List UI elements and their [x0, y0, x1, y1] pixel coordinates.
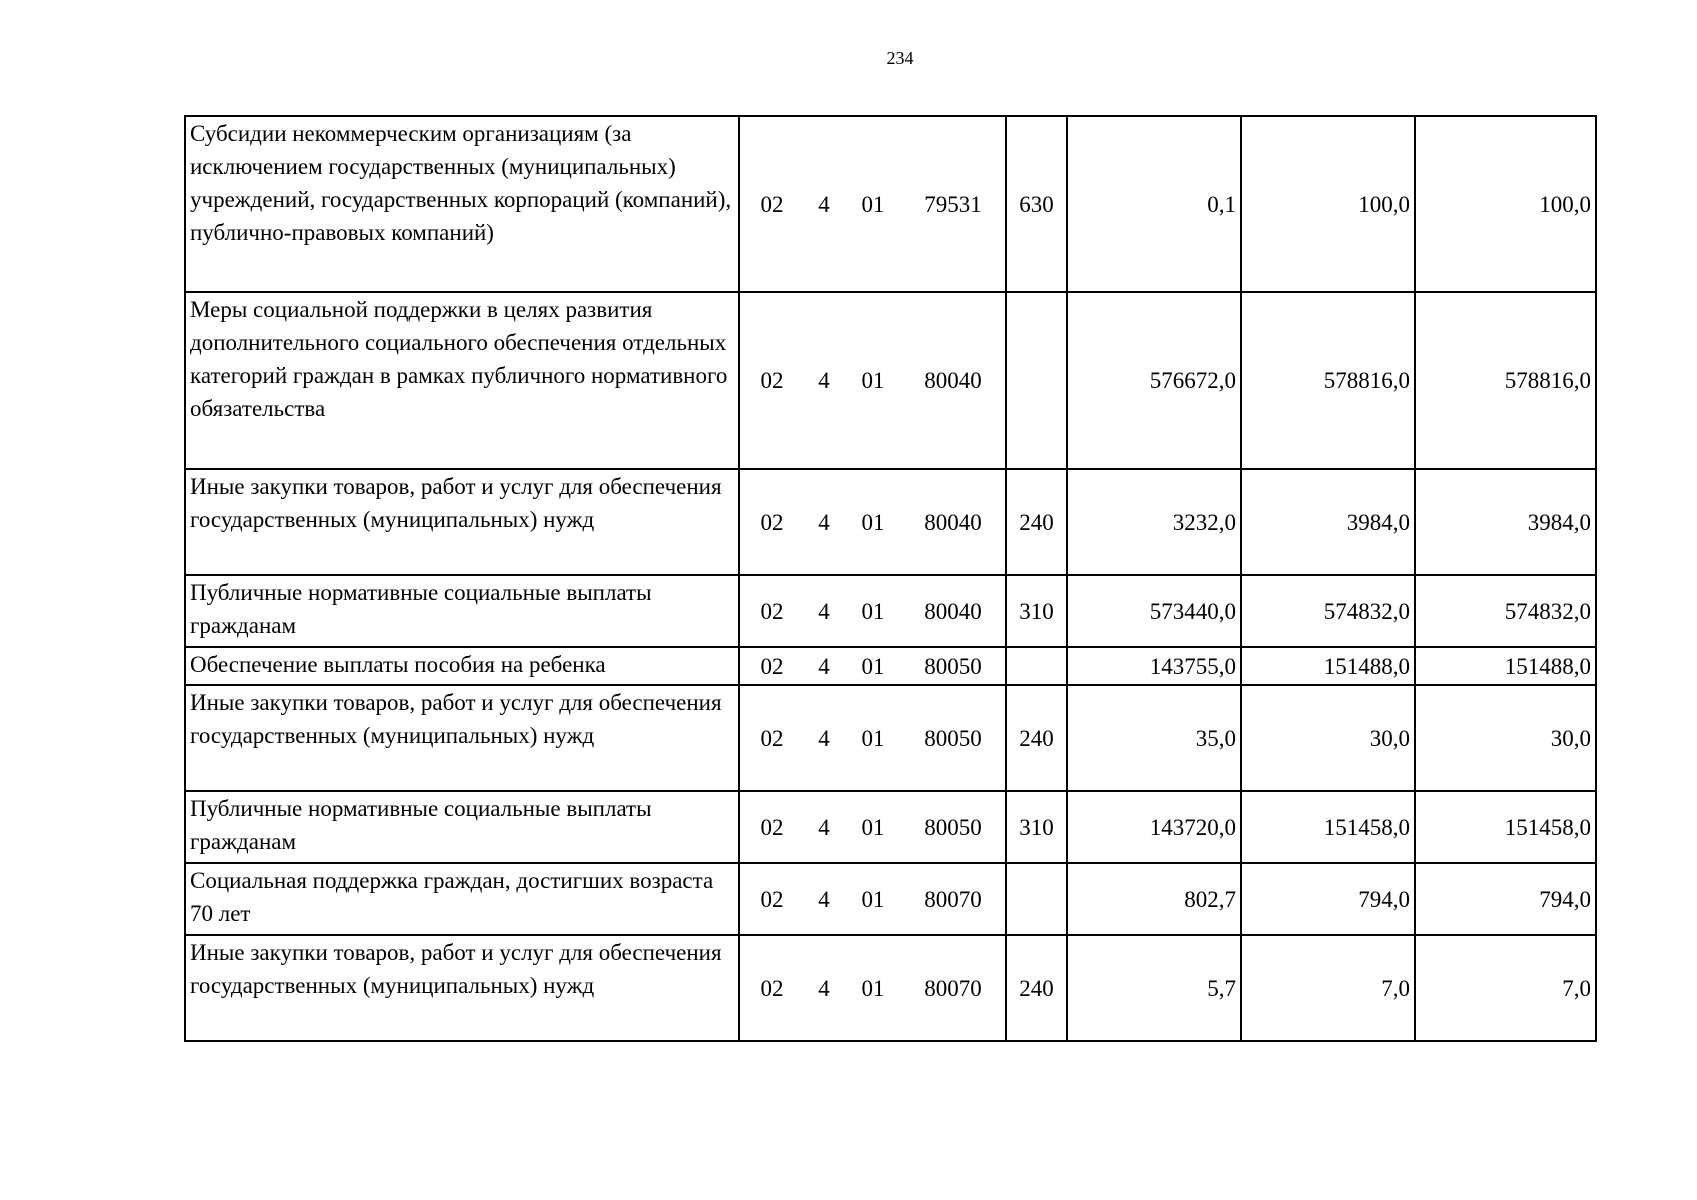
code-subprogram: 4: [818, 509, 830, 535]
row-code: [739, 116, 1006, 292]
row-amount-year1: 143755,0: [1067, 647, 1241, 685]
row-code: [739, 469, 1006, 575]
code-main-event: 01: [861, 886, 885, 912]
table-row: [185, 647, 1596, 685]
row-expense-type: 240: [1006, 935, 1067, 1041]
table-row: [185, 935, 1596, 1041]
code-main-event: 01: [861, 975, 885, 1001]
row-amount-year3: 100,0: [1415, 116, 1596, 292]
code-subprogram: 4: [818, 886, 830, 912]
code-main-event: 01: [861, 653, 885, 679]
row-expense-type: [1006, 863, 1067, 935]
row-description: Иные закупки товаров, работ и услуг для обеспечения государственных (муниципальных) нужд: [185, 685, 739, 791]
row-amount-year1: 0,1: [1067, 116, 1241, 292]
row-amount-year1: 3232,0: [1067, 469, 1241, 575]
row-amount-year3: 30,0: [1415, 685, 1596, 791]
code-subprogram: 4: [818, 975, 830, 1001]
row-amount-year2: 100,0: [1241, 116, 1415, 292]
row-amount-year2: 151488,0: [1241, 647, 1415, 685]
code-program: 02: [760, 191, 784, 217]
row-amount-year3: 151488,0: [1415, 647, 1596, 685]
row-code: [739, 791, 1006, 863]
code-main-event: 01: [861, 725, 885, 751]
code-program: 02: [760, 886, 784, 912]
code-subprogram: 4: [818, 191, 830, 217]
code-program: 02: [760, 368, 784, 393]
code-direction: 79531: [924, 191, 982, 217]
code-main-event: 01: [861, 509, 885, 535]
code-main-event: 01: [861, 368, 885, 393]
code-direction: 80050: [924, 653, 982, 679]
row-expense-type: 310: [1006, 791, 1067, 863]
row-amount-year1: 576672,0: [1067, 292, 1241, 469]
row-description: Публичные нормативные социальные выплаты гражданам: [185, 575, 739, 647]
code-program: 02: [760, 725, 784, 751]
table-row: [185, 116, 1596, 292]
table-row: [185, 685, 1596, 791]
table-row: [185, 863, 1596, 935]
code-direction: 80050: [924, 814, 982, 840]
code-main-event: 01: [861, 814, 885, 840]
row-amount-year3: 7,0: [1415, 935, 1596, 1041]
table-row: [185, 469, 1596, 575]
table-row: [185, 791, 1596, 863]
code-subprogram: 4: [818, 368, 830, 393]
code-program: 02: [760, 598, 784, 624]
row-expense-type: 630: [1006, 116, 1067, 292]
row-description: Публичные нормативные социальные выплаты гражданам: [185, 791, 739, 863]
row-description: Иные закупки товаров, работ и услуг для обеспечения государственных (муниципальных) нужд: [185, 935, 739, 1041]
code-main-event: 01: [861, 598, 885, 624]
row-amount-year3: 578816,0: [1415, 292, 1596, 469]
row-amount-year3: 151458,0: [1415, 791, 1596, 863]
row-amount-year1: 5,7: [1067, 935, 1241, 1041]
code-direction: 80070: [924, 975, 982, 1001]
row-amount-year1: 143720,0: [1067, 791, 1241, 863]
row-amount-year1: 35,0: [1067, 685, 1241, 791]
row-expense-type: [1006, 292, 1067, 469]
row-expense-type: 240: [1006, 469, 1067, 575]
row-description: Социальная поддержка граждан, достигших возраста 70 лет: [185, 863, 739, 935]
row-amount-year2: 3984,0: [1241, 469, 1415, 575]
code-subprogram: 4: [818, 814, 830, 840]
code-direction: 80070: [924, 886, 982, 912]
code-subprogram: 4: [818, 598, 830, 624]
code-program: 02: [760, 653, 784, 679]
budget-table: [184, 115, 1597, 1042]
row-amount-year2: 574832,0: [1241, 575, 1415, 647]
row-description: Меры социальной поддержки в целях развития дополнительного социального обеспечения отдельных категорий граждан в рамках публичного нормативного обязательства: [185, 292, 739, 469]
row-code: [739, 685, 1006, 791]
code-direction: 80040: [924, 368, 982, 393]
code-subprogram: 4: [818, 725, 830, 751]
code-subprogram: 4: [818, 653, 830, 679]
row-expense-type: 310: [1006, 575, 1067, 647]
row-amount-year3: 3984,0: [1415, 469, 1596, 575]
row-description: Субсидии некоммерческим организациям (за исключением государственных (муниципальных) учреждений, государственных корпораций (компаний), публично-правовых компаний): [185, 116, 739, 292]
row-code: [739, 863, 1006, 935]
code-main-event: 01: [861, 191, 885, 217]
code-program: 02: [760, 975, 784, 1001]
row-amount-year3: 574832,0: [1415, 575, 1596, 647]
row-amount-year3: 794,0: [1415, 863, 1596, 935]
table-row: [185, 292, 1596, 469]
code-program: 02: [760, 814, 784, 840]
row-code: [739, 292, 1006, 469]
page-number: 234: [886, 48, 914, 68]
code-program: 02: [760, 509, 784, 535]
row-amount-year1: 573440,0: [1067, 575, 1241, 647]
row-code: [739, 647, 1006, 685]
row-amount-year2: 794,0: [1241, 863, 1415, 935]
row-expense-type: [1006, 647, 1067, 685]
row-amount-year2: 578816,0: [1241, 292, 1415, 469]
row-amount-year2: 30,0: [1241, 685, 1415, 791]
code-direction: 80050: [924, 725, 982, 751]
row-description: Иные закупки товаров, работ и услуг для обеспечения государственных (муниципальных) нужд: [185, 469, 739, 575]
code-direction: 80040: [924, 598, 982, 624]
table-row: [185, 575, 1596, 647]
row-amount-year2: 151458,0: [1241, 791, 1415, 863]
row-description: Обеспечение выплаты пособия на ребенка: [185, 647, 739, 685]
row-amount-year1: 802,7: [1067, 863, 1241, 935]
code-direction: 80040: [924, 509, 982, 535]
row-expense-type: 240: [1006, 685, 1067, 791]
row-amount-year2: 7,0: [1241, 935, 1415, 1041]
row-code: [739, 935, 1006, 1041]
row-code: [739, 575, 1006, 647]
